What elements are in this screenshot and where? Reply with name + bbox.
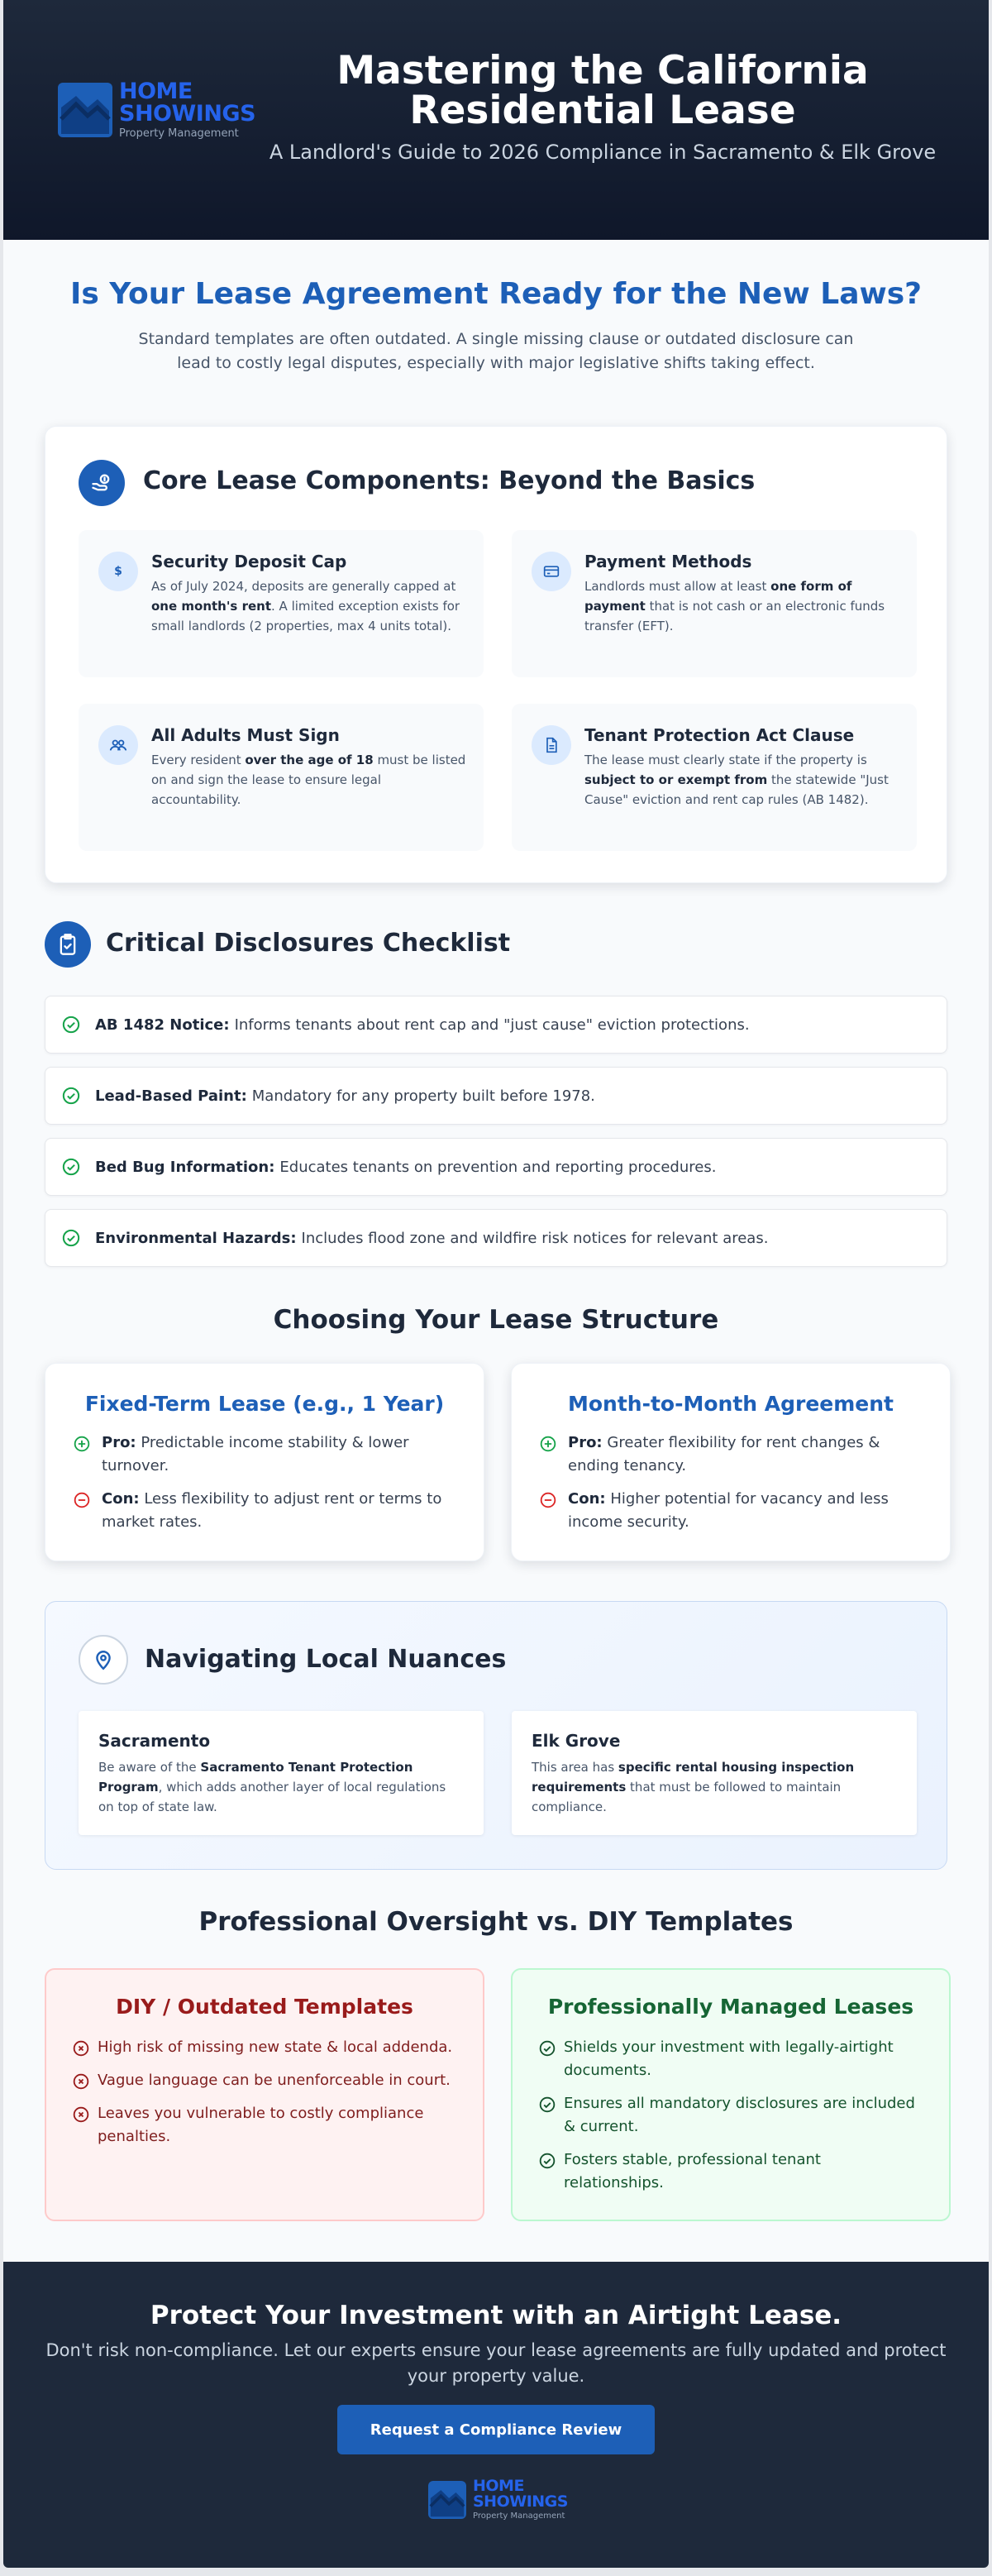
footer-text: Don't risk non-compliance. Let our experts ensure your lease agreements are fully updated and protect your property value.	[45, 2340, 947, 2386]
feature-description: Landlords must allow at least one form of payment that is not cash or an electronic funds transfer (EFT).	[584, 579, 885, 633]
lease-con: Con: Less flexibility to adjust rent or terms to market rates.	[74, 1488, 454, 1534]
pro-item: Fosters stable, professional tenant relationships.	[539, 2148, 919, 2195]
plus-circle-icon	[540, 1436, 556, 1452]
x-circle-icon	[73, 2040, 89, 2057]
pro-item: Ensures all mandatory disclosures are included & current.	[539, 2092, 919, 2139]
header	[3, 0, 989, 240]
dollar-icon: $	[98, 552, 138, 591]
disclosure-item	[45, 1209, 947, 1267]
intro-text: Standard templates are often outdated. A single missing clause or outdated disclosure can lead to costly legal disputes, especially with major legislative shifts taking effect.	[138, 330, 854, 372]
feature-security-deposit	[79, 530, 484, 677]
diy-item: High risk of missing new state & local addenda.	[73, 2036, 453, 2059]
diy-templates-card	[45, 1968, 484, 2221]
check-circle-icon	[539, 2096, 556, 2113]
lease-pro: Pro: Predictable income stability & lower turnover.	[74, 1431, 454, 1478]
map-pin-icon	[79, 1635, 128, 1685]
city-description: Be aware of the Sacramento Tenant Protection Program, which adds another layer of local regulations on top of state law.	[98, 1760, 446, 1814]
core-components-card	[45, 426, 947, 883]
disclosure-item	[45, 996, 947, 1054]
check-circle-icon	[62, 1087, 80, 1105]
brand-wordmark	[119, 80, 255, 140]
brand-line-2: SHOWINGS	[473, 2492, 568, 2511]
disclosure-label: Environmental Hazards:	[95, 1229, 297, 1247]
brand-logo[interactable]	[58, 80, 255, 140]
lease-con: Con: Higher potential for vacancy and less income security.	[540, 1488, 920, 1534]
lease-option-title: Fixed-Term Lease (e.g., 1 Year)	[84, 1392, 445, 1416]
minus-circle-icon	[74, 1492, 90, 1508]
feature-title: Tenant Protection Act Clause	[584, 725, 855, 745]
disclosure-label: AB 1482 Notice:	[95, 1016, 230, 1034]
check-circle-icon	[62, 1158, 80, 1176]
check-circle-icon	[539, 2040, 556, 2057]
professional-leases-card	[511, 1968, 951, 2221]
feature-tenant-protection-act	[512, 704, 917, 851]
page-title-line-1: Mastering the California	[336, 48, 869, 93]
house-logo-icon	[428, 2481, 466, 2519]
lease-structure-heading: Choosing Your Lease Structure	[273, 1305, 719, 1335]
diy-item: Leaves you vulnerable to costly compliance penalties.	[73, 2102, 453, 2148]
oversight-heading: Professional Oversight vs. DIY Templates	[198, 1907, 794, 1937]
local-nuances-card	[45, 1601, 947, 1870]
feature-description: As of July 2024, deposits are generally capped at one month's rent. A limited exception exists for small landlords (2 properties, max 4 units total).	[151, 579, 460, 633]
pro-title: Professionally Managed Leases	[547, 1995, 914, 2019]
diy-item: Vague language can be unenforceable in court.	[73, 2069, 453, 2092]
brand-tagline: Property Management	[119, 127, 239, 140]
money-hand-icon	[79, 460, 125, 506]
disclosure-text: Mandatory for any property built before 1978.	[251, 1087, 595, 1105]
check-circle-icon	[539, 2153, 556, 2169]
footer-brand-logo[interactable]	[428, 2478, 568, 2521]
lease-pro: Pro: Greater flexibility for rent changes & ending tenancy.	[540, 1431, 920, 1478]
disclosures-heading: Critical Disclosures Checklist	[106, 929, 511, 958]
city-elk-grove	[512, 1711, 917, 1835]
request-compliance-review-button[interactable]: Request a Compliance Review	[337, 2405, 655, 2454]
lease-option-fixed-term	[45, 1363, 484, 1561]
users-icon	[98, 725, 138, 765]
diy-title: DIY / Outdated Templates	[116, 1995, 413, 2019]
disclosure-text: Includes flood zone and wildfire risk notices for relevant areas.	[301, 1229, 769, 1247]
lease-option-title: Month-to-Month Agreement	[567, 1392, 894, 1416]
disclosure-text: Informs tenants about rent cap and "just cause" eviction protections.	[234, 1016, 750, 1034]
lease-option-month-to-month	[511, 1363, 951, 1561]
pro-item: Shields your investment with legally-airtight documents.	[539, 2036, 919, 2082]
x-circle-icon	[73, 2106, 89, 2123]
intro-heading: Is Your Lease Agreement Ready for the New Laws?	[69, 277, 923, 311]
city-name: Sacramento	[98, 1731, 211, 1751]
core-components-heading: Core Lease Components: Beyond the Basics	[143, 466, 756, 495]
feature-payment-methods	[512, 530, 917, 677]
brand-line-1: HOME	[473, 2477, 524, 2495]
disclosure-label: Lead-Based Paint:	[95, 1087, 247, 1105]
page-title	[243, 48, 962, 133]
page-subtitle: A Landlord's Guide to 2026 Compliance in Sacramento & Elk Grove	[269, 141, 937, 164]
city-description: This area has specific rental housing inspection requirements that must be followed to maintain compliance.	[532, 1760, 855, 1814]
city-sacramento	[79, 1711, 484, 1835]
check-circle-icon	[62, 1016, 80, 1034]
feature-all-adults-sign	[79, 704, 484, 851]
page	[3, 0, 989, 2568]
minus-circle-icon	[540, 1492, 556, 1508]
disclosure-item	[45, 1067, 947, 1125]
clipboard-check-icon	[45, 921, 91, 968]
brand-line-1: HOME	[119, 79, 193, 104]
feature-title: Payment Methods	[584, 552, 752, 571]
disclosure-text: Educates tenants on prevention and reporting procedures.	[279, 1158, 717, 1176]
feature-description: Every resident over the age of 18 must be listed on and sign the lease to ensure legal accountability.	[151, 753, 466, 807]
brand-line-2: SHOWINGS	[119, 101, 256, 127]
brand-tagline: Property Management	[473, 2511, 565, 2521]
disclosure-item	[45, 1138, 947, 1196]
footer-heading: Protect Your Investment with an Airtight Lease.	[150, 2301, 842, 2330]
house-logo-icon	[58, 83, 112, 137]
footer	[3, 2262, 989, 2568]
credit-card-icon	[532, 552, 571, 591]
feature-description: The lease must clearly state if the property is subject to or exempt from the statewide "Just Cause" eviction and rent cap rules (AB 1482).	[584, 753, 889, 807]
city-name: Elk Grove	[532, 1731, 621, 1751]
feature-title: Security Deposit Cap	[151, 552, 347, 571]
local-nuances-heading: Navigating Local Nuances	[145, 1645, 507, 1674]
document-icon	[532, 725, 571, 765]
feature-title: All Adults Must Sign	[151, 725, 340, 745]
brand-wordmark	[473, 2478, 568, 2521]
page-title-line-2: Residential Lease	[409, 88, 796, 133]
disclosure-label: Bed Bug Information:	[95, 1158, 275, 1176]
x-circle-icon	[73, 2073, 89, 2090]
plus-circle-icon	[74, 1436, 90, 1452]
check-circle-icon	[62, 1229, 80, 1247]
